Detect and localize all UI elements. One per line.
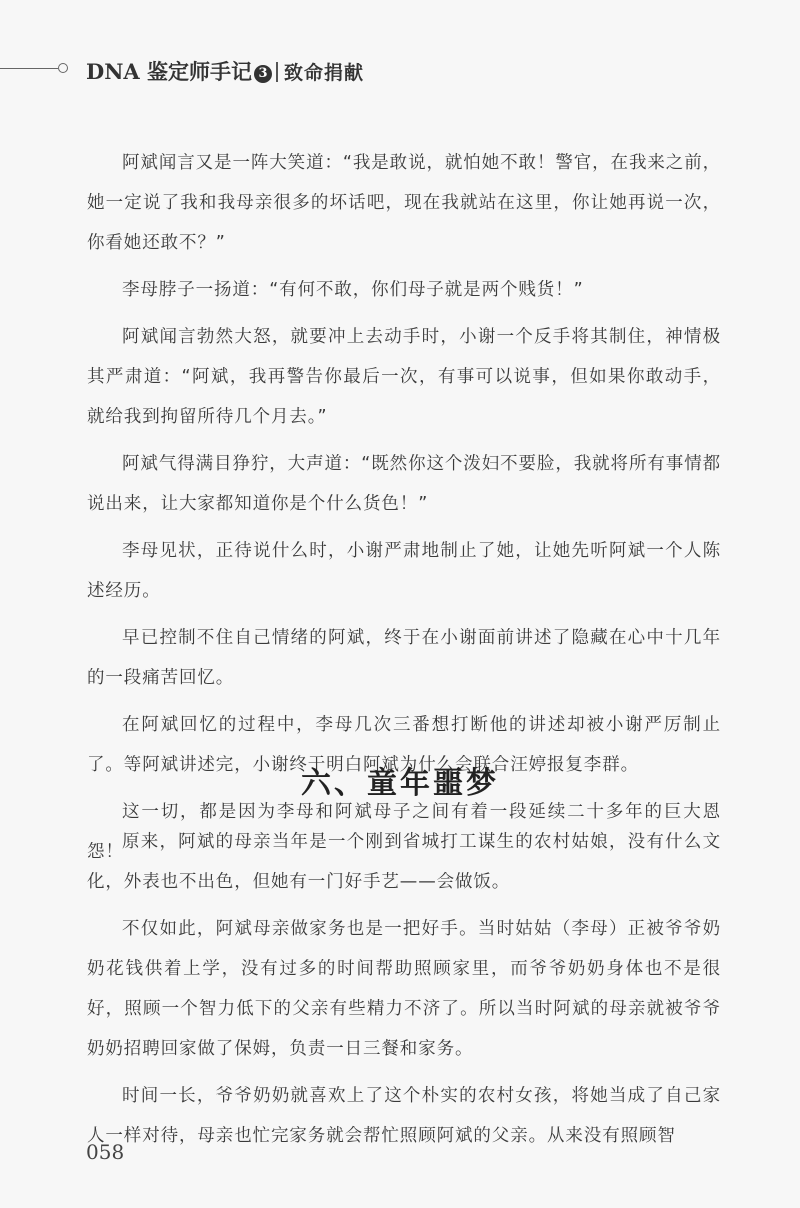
running-header <box>0 52 800 88</box>
paragraph: 这一切，都是因为李母和阿斌母子之间有着一段延续二十多年的巨大恩怨！ <box>87 802 721 862</box>
paragraph: 不仅如此，阿斌母亲做家务也是一把好手。当时姑姑（李母）正被爷爷奶奶花钱供着上学，没有过多的时间帮助照顾家里，而爷爷奶奶身体也不是很好，照顾一个智力低下的父亲有些精力不济了。所以当时阿斌的母亲就被爷爷奶奶招聘回家做了保姆，负责一日三餐和家务。 <box>87 919 721 1059</box>
header-circle-ornament <box>58 63 68 73</box>
paragraph: 在阿斌回忆的过程中，李母几次三番想打断他的讲述却被小谢严厉制止了。等阿斌讲述完，小谢终于明白阿斌为什么会联合汪婷报复李群。 <box>87 715 721 775</box>
paragraph: 阿斌气得满目狰狞，大声道：“既然你这个泼妇不要脸，我就将所有事情都说出来，让大家都知道你是个什么货色！” <box>87 454 721 514</box>
paragraph: 早已控制不住自己情绪的阿斌，终于在小谢面前讲述了隐藏在心中十几年的一段痛苦回忆。 <box>87 628 721 688</box>
page-number: 058 <box>86 1140 125 1164</box>
paragraph: 时间一长，爷爷奶奶就喜欢上了这个朴实的农村女孩，将她当成了自己家人一样对待，母亲也忙完家务就会帮忙照顾阿斌的父亲。从来没有照顾智 <box>87 1086 721 1146</box>
header-separator <box>276 62 278 82</box>
section-title: 六、童年噩梦 <box>301 766 499 801</box>
header-rule <box>0 68 58 69</box>
paragraph: 李母脖子一扬道：“有何不敢，你们母子就是两个贱货！” <box>122 280 584 300</box>
book-title: DNA 鉴定师手记 <box>86 59 253 84</box>
book-subtitle: 致命捐献 <box>284 62 365 84</box>
paragraph: 阿斌闻言勃然大怒，就要冲上去动手时，小谢一个反手将其制住，神情极其严肃道：“阿斌，我再警告你最后一次，有事可以说事，但如果你敢动手，就给我到拘留所待几个月去。” <box>87 327 721 427</box>
body-text-after <box>87 822 721 1163</box>
volume-badge: 3 <box>254 65 272 83</box>
paragraph: 阿斌闻言又是一阵大笑道：“我是敢说，就怕她不敢！警官，在我来之前，她一定说了我和我母亲很多的坏话吧，现在我就站在这里，你让她再说一次，你看她还敢不？” <box>87 153 721 253</box>
paragraph: 原来，阿斌的母亲当年是一个刚到省城打工谋生的农村姑娘，没有什么文化，外表也不出色，但她有一门好手艺——会做饭。 <box>87 832 721 892</box>
header-title <box>86 56 364 86</box>
paragraph: 李母见状，正待说什么时，小谢严肃地制止了她，让她先听阿斌一个人陈述经历。 <box>87 541 721 601</box>
